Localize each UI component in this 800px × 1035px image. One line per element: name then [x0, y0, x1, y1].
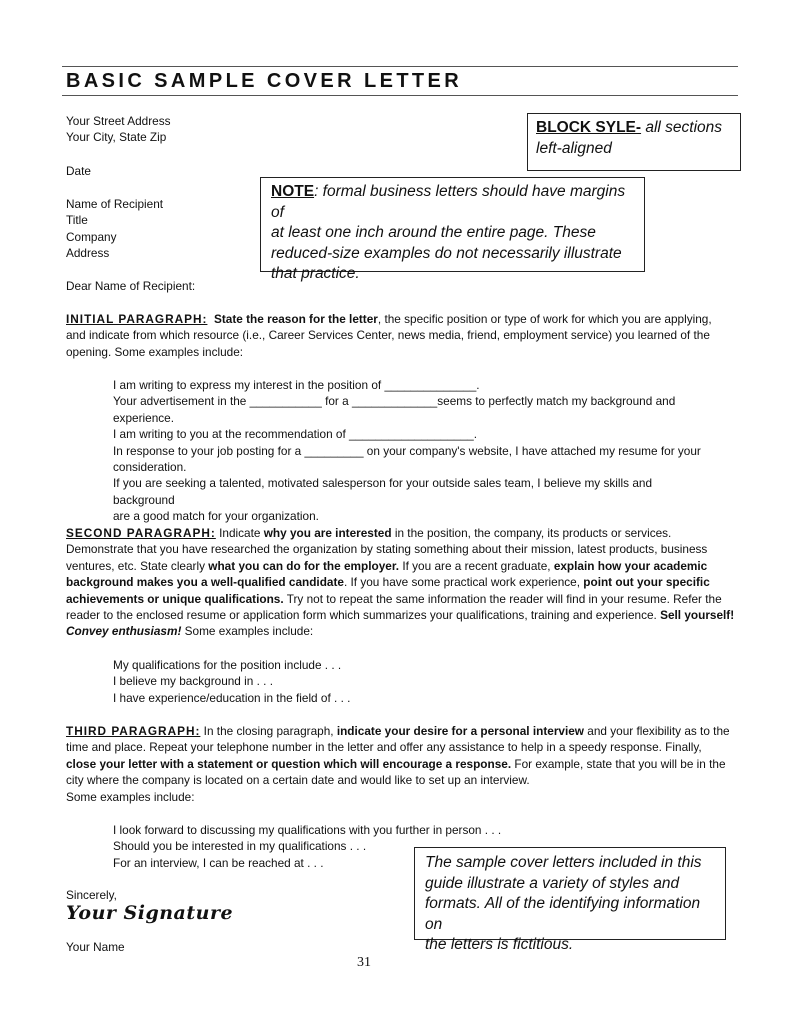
second-emphasis: Sell yourself! — [660, 608, 735, 623]
fictitious-text: formats. All of the identifying information on — [425, 895, 701, 933]
fictitious-text: guide illustrate a variety of styles and — [425, 874, 680, 892]
third-text: Some examples include: — [66, 789, 195, 804]
initial-text-2: and indicate from which resource (i.e., Career Services Center, news media, friend, employment service) you learned of the — [66, 328, 710, 343]
third-text: In the closing paragraph, — [200, 724, 337, 738]
closing: Sincerely, — [66, 888, 117, 902]
block-style-note-box — [527, 113, 741, 171]
example-line: In response to your job posting for a _________ on your company's website, I have attached my resume for your — [113, 443, 701, 458]
second-text: Some examples include: — [181, 624, 314, 639]
second-text: Try not to repeat the same information the reader will find in your resume. Refer the — [283, 591, 722, 606]
recipient-name: Name of Recipient — [66, 197, 164, 211]
initial-text-3: opening. Some examples include: — [66, 344, 244, 359]
example-line: experience. — [113, 410, 174, 425]
recipient-block — [66, 196, 163, 262]
fictitious-text: The sample cover letters included in this — [425, 854, 702, 871]
second-text: . If you have some practical work experience, — [343, 575, 584, 590]
block-style-text: all sections — [641, 119, 723, 136]
fictitious-notice-box — [414, 847, 726, 953]
second-emphasis: point out your specific — [583, 575, 710, 590]
fictitious-text: the letters is fictitious. — [425, 936, 574, 953]
third-paragraph-heading: THIRD PARAGRAPH: — [66, 724, 201, 738]
second-paragraph-heading: SECOND PARAGRAPH: — [66, 526, 216, 540]
third-text: and your flexibility as to the — [584, 724, 730, 738]
margin-note-box — [260, 177, 645, 282]
note-text-2: at least one inch around the entire page. These — [271, 224, 596, 241]
typed-name: Your Name — [66, 940, 125, 954]
note-text-3: reduced-size examples do not necessarily illustrate — [271, 244, 622, 262]
block-style-label: BLOCK SYLE- — [536, 119, 642, 136]
signature: Your Signature — [66, 902, 234, 924]
recipient-title: Title — [66, 213, 88, 228]
page-number: 31 — [357, 955, 371, 970]
salutation: Dear Name of Recipient: — [66, 279, 196, 293]
second-text: in the position, the company, its products or services. — [391, 526, 672, 540]
example-line: If you are seeking a talented, motivated salesperson for your outside sales team, I believe my skills and background — [113, 476, 653, 507]
second-text: Demonstrate that you have researched the organization by stating something about their mission, latest products, business — [66, 542, 708, 557]
second-text: Indicate — [215, 526, 264, 540]
initial-emphasis: State the reason for the letter — [214, 312, 378, 326]
second-examples — [113, 657, 713, 706]
third-paragraph — [66, 723, 742, 805]
example-line: For an interview, I can be reached at . . . — [113, 855, 324, 870]
title-underline — [62, 95, 738, 96]
second-emphasis: what you can do for the employer. — [208, 558, 400, 573]
recipient-address: Address — [66, 246, 110, 261]
third-text: time and place. Repeat your telephone number in the letter and offer any assistance to help in a speedy response. Finally, — [66, 740, 702, 755]
example-line: My qualifications for the position include . . . — [113, 658, 342, 672]
example-line: I am writing to you at the recommendation of ___________________. — [113, 427, 477, 442]
initial-text-1: , the specific position or type of work for which you are applying, — [377, 312, 712, 326]
note-text-1: : formal business letters should have margins of — [271, 183, 626, 221]
example-line: consideration. — [113, 460, 187, 475]
example-line: are a good match for your organization. — [113, 509, 319, 524]
second-text: reader to the enclosed resume or application form which summarizes your qualifications, training and experience. — [66, 608, 661, 623]
top-rule — [62, 66, 738, 67]
second-text: If you are a recent graduate, — [399, 558, 554, 573]
third-text: For example, state that you will be in the — [511, 756, 726, 771]
second-emphasis: explain how your academic — [553, 558, 708, 573]
second-paragraph — [66, 525, 742, 640]
note-label: NOTE — [271, 183, 315, 200]
sender-address — [66, 113, 171, 146]
date-line: Date — [66, 164, 91, 178]
note-text-4: that practice. — [271, 265, 360, 282]
example-line: I believe my background in . . . — [113, 674, 273, 689]
example-line: I have experience/education in the field of . . . — [113, 690, 351, 705]
second-emphasis: background makes you a well-qualified candidate — [66, 575, 344, 590]
second-emphasis: achievements or unique qualifications. — [66, 591, 284, 606]
second-emphasis: why you are interested — [263, 526, 392, 540]
initial-paragraph-heading: INITIAL PARAGRAPH: — [66, 312, 208, 326]
third-emphasis: close your letter with a statement or question which will encourage a response. — [66, 756, 512, 771]
recipient-company: Company — [66, 229, 117, 244]
page-title: BASIC SAMPLE COVER LETTER — [66, 70, 463, 92]
initial-examples — [113, 377, 713, 525]
city-state-zip: Your City, State Zip — [66, 130, 167, 145]
third-text: city where the company is located on a certain date and would like to set up an interview. — [66, 773, 530, 788]
third-emphasis: indicate your desire for a personal interview — [336, 724, 584, 738]
street-address: Your Street Address — [66, 114, 171, 128]
example-line: Your advertisement in the ___________ for a _____________seems to perfectly match my background and — [113, 394, 676, 409]
example-line: I am writing to express my interest in the position of ______________. — [113, 378, 480, 392]
second-text: ventures, etc. State clearly — [66, 558, 209, 573]
example-line: I look forward to discussing my qualifications with you further in person . . . — [113, 823, 502, 837]
initial-paragraph — [66, 311, 742, 360]
example-line: Should you be interested in my qualifications . . . — [113, 839, 367, 854]
block-style-text-2: left-aligned — [536, 139, 612, 157]
second-emphasis: Convey enthusiasm! — [66, 624, 182, 639]
